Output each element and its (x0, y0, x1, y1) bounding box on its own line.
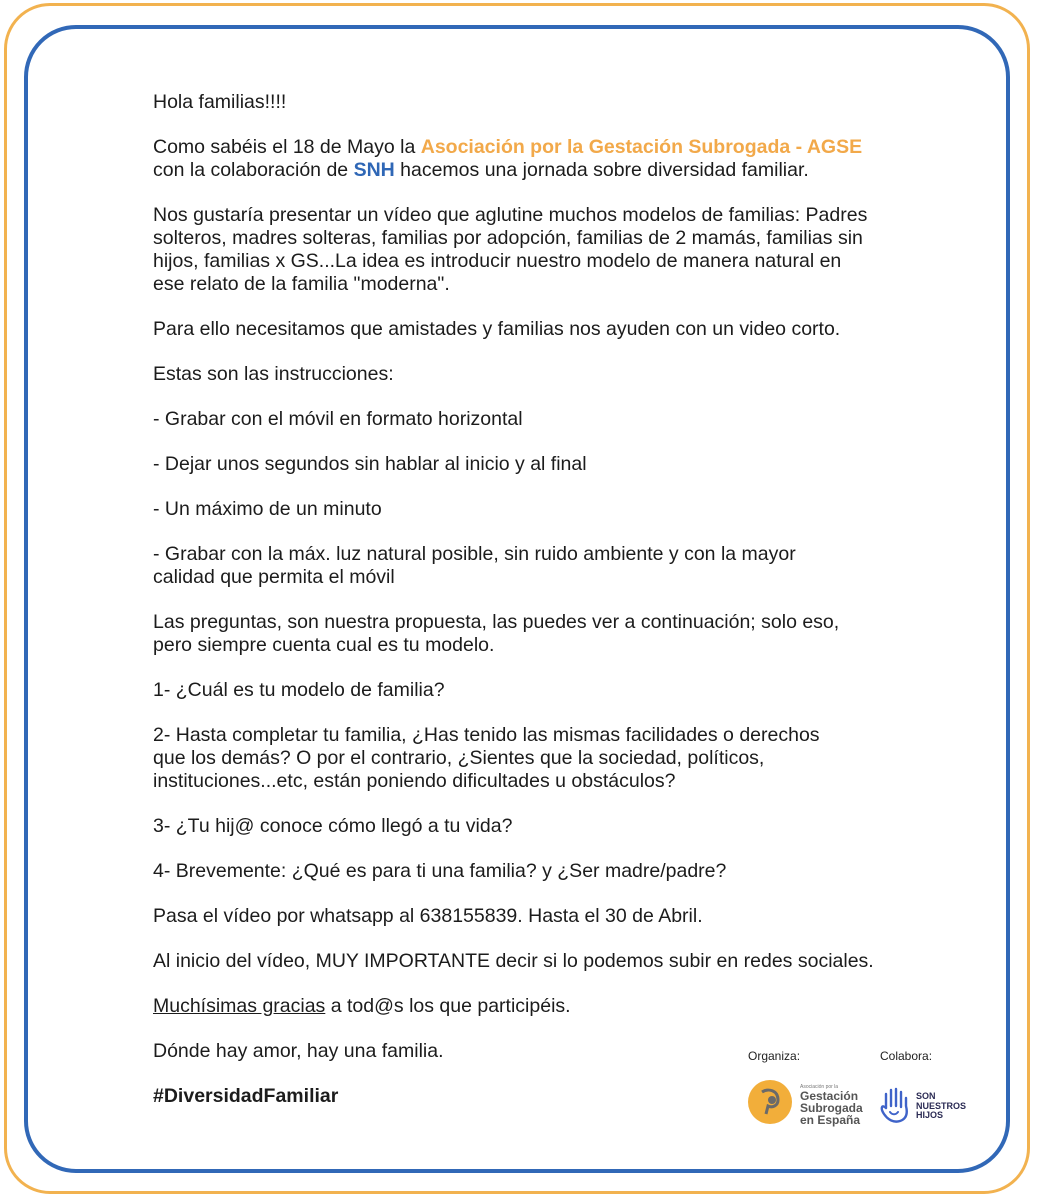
instruction-item: - Grabar con la máx. luz natural posible, sin ruido ambiente y con la mayor calidad que permita el móvil (153, 543, 796, 588)
video-paragraph: Nos gustaría presentar un vídeo que aglutine muchos modelos de familias: Padres solteros, madres solteras, familias por adopción, familias de 2 mamás, familias sin hijos, familias x GS...La idea es introducir nuestro modelo de manera natural en ese relato de la familia "moderna". (153, 204, 868, 295)
agse-small-text: Asociación por la (800, 1084, 839, 1090)
intro-paragraph: Como sabéis el 18 de Mayo la Asociación por la Gestación Subrogada - AGSE con la colaboración de SNH hacemos una jornada sobre diversidad familiar. (153, 136, 863, 181)
question-item: 1- ¿Cuál es tu modelo de familia? (153, 679, 445, 701)
instruction-item: - Dejar unos segundos sin hablar al inicio y al final (153, 453, 587, 475)
instructions-title: Estas son las instrucciones: (153, 363, 394, 385)
collab-name: SNH (353, 159, 395, 181)
agse-emblem-icon (748, 1080, 792, 1124)
hashtag: #DiversidadFamiliar (153, 1085, 339, 1107)
thanks-underlined: Muchísimas gracias (153, 995, 326, 1017)
question-item: 2- Hasta completar tu familia, ¿Has tenido las mismas facilidades o derechos que los demás? O por el contrario, ¿Sientes que la sociedad, políticos, instituciones...etc, están poniendo dificultades u obstáculos? (153, 724, 820, 792)
org-name: Asociación por la Gestación Subrogada - AGSE (420, 136, 863, 158)
help-paragraph: Para ello necesitamos que amistades y familias nos ayuden con un video corto. (153, 318, 841, 340)
hand-icon (878, 1086, 914, 1126)
question-item: 3- ¿Tu hij@ conoce cómo llegó a tu vida? (153, 815, 513, 837)
important-note: Al inicio del vídeo, MUY IMPORTANTE decir si lo podemos subir en redes sociales. (153, 950, 874, 972)
thanks: Muchísimas gracias a tod@s los que participéis. (153, 995, 571, 1017)
questions-intro: Las preguntas, son nuestra propuesta, las puedes ver a continuación; solo eso, pero siempre cuenta cual es tu modelo. (153, 611, 840, 656)
instruction-item: - Un máximo de un minuto (153, 498, 382, 520)
organiza-label: Organiza: (748, 1049, 801, 1063)
instruction-item: - Grabar con el móvil en formato horizontal (153, 408, 523, 430)
letter-body (153, 91, 913, 1130)
closing: Dónde hay amor, hay una familia. (153, 1040, 444, 1062)
agse-logo: Asociación por la Gestación Subrogada en España (748, 1080, 858, 1130)
greeting: Hola familias!!!! (153, 91, 287, 113)
snh-logo: SON NUESTROS HIJOS (878, 1086, 978, 1130)
question-item: 4- Brevemente: ¿Qué es para ti una familia? y ¿Ser madre/padre? (153, 860, 727, 882)
send-info: Pasa el vídeo por whatsapp al 638155839. Hasta el 30 de Abril. (153, 905, 703, 927)
colabora-label: Colabora: (880, 1049, 933, 1063)
